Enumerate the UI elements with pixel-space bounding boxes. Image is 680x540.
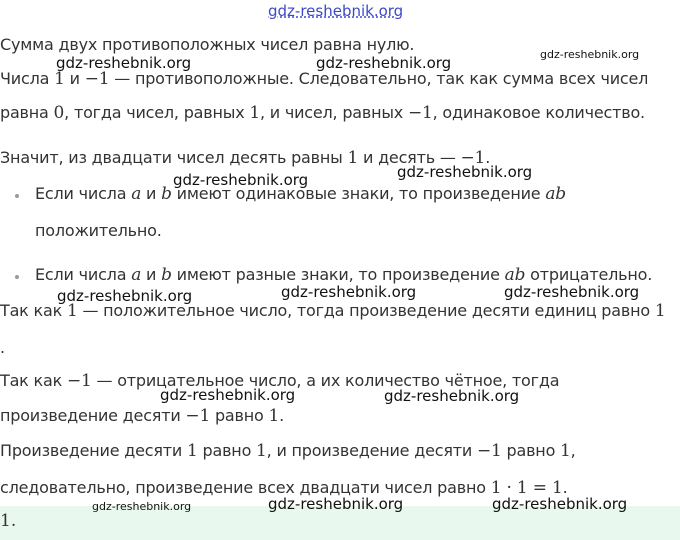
watermark-text: gdz-reshebnik.org xyxy=(281,283,417,301)
solution-line-7-cont: следовательно, произведение всех двадцати чисел равно 1 · 1 = 1. xyxy=(0,478,568,498)
watermark-text: gdz-reshebnik.org xyxy=(56,54,192,72)
solution-line-3: равна 0, тогда чисел, равных 1, и чисел, равных −1, одинаковое количество. xyxy=(0,103,645,123)
solution-line-5: Так как 1 — положительное число, тогда произведение десяти единиц равно 1 xyxy=(0,301,666,321)
list-item-2: Если числа a и b имеют разные знаки, то произведение ab отрицательно. xyxy=(35,265,653,285)
solution-line-7: Произведение десяти 1 равно 1, и произведение десяти −1 равно 1, xyxy=(0,441,576,461)
solution-line-6: Так как −1 — отрицательное число, а их количество чётное, тогда xyxy=(0,371,560,391)
watermark-text: gdz-reshebnik.org xyxy=(384,387,520,405)
list-bullet-icon xyxy=(15,275,19,279)
watermark-text: gdz-reshebnik.org xyxy=(397,163,533,181)
watermark-text: gdz-reshebnik.org xyxy=(316,54,452,72)
watermark-text: gdz-reshebnik.org xyxy=(160,386,296,404)
watermark-text: gdz-reshebnik.org xyxy=(540,48,640,61)
watermark-text: gdz-reshebnik.org xyxy=(504,283,640,301)
watermark-top-link[interactable]: gdz-reshebnik.org xyxy=(268,2,404,20)
watermark-text: gdz-reshebnik.org xyxy=(92,500,192,513)
watermark-text: gdz-reshebnik.org xyxy=(57,287,193,305)
watermark-text: gdz-reshebnik.org xyxy=(173,171,309,189)
solution-line-6-cont: произведение десяти −1 равно 1. xyxy=(0,406,285,426)
solution-line-4: Значит, из двадцати чисел десять равны 1 и десять — −1. xyxy=(0,148,491,168)
list-item-1-line-2: положительно. xyxy=(35,221,162,240)
watermark-text: gdz-reshebnik.org xyxy=(268,495,404,513)
solution-line-5-end: . xyxy=(0,338,5,357)
solution-line-1: Сумма двух противоположных чисел равна нулю. xyxy=(0,35,415,54)
watermark-text: gdz-reshebnik.org xyxy=(492,495,628,513)
solution-line-2: Числа 1 и −1 — противоположные. Следовательно, так как сумма всех чисел xyxy=(0,69,649,89)
list-item-1-line-1: Если числа a и b имеют одинаковые знаки, то произведение ab xyxy=(35,184,566,204)
list-bullet-icon xyxy=(15,194,19,198)
answer-value: 1. xyxy=(0,511,17,531)
